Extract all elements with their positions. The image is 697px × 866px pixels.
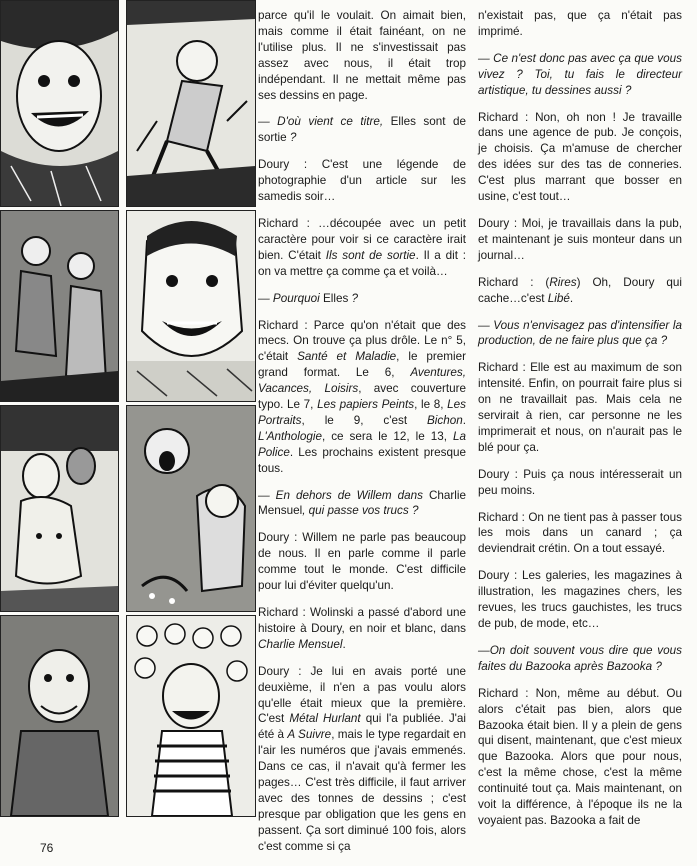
- italic-text-run: Les papiers Peints: [317, 398, 415, 412]
- italic-text-run: — Pourquoi: [258, 291, 323, 305]
- paragraph: [478, 216, 682, 264]
- illustration-screaming-faces: [126, 405, 256, 612]
- text-run: , avec couverture typo. Le 7,: [258, 382, 466, 412]
- text-run: Doury : C'est une légende de photographie d'un article sur les samedis soir…: [258, 158, 466, 204]
- illustration-skulls: [126, 615, 256, 817]
- italic-text-run: — En dehors de Willem dans: [258, 488, 429, 502]
- italic-text-run: Ils sont de sortie: [325, 248, 416, 262]
- paragraph: [258, 605, 466, 653]
- page-number: 76: [40, 841, 54, 855]
- paragraph: [478, 568, 682, 632]
- paragraph: [478, 360, 682, 455]
- paragraph: [258, 157, 466, 205]
- text-run: Richard : Wolinski a passé d'abord une histoire à Doury, en noir et blanc, dans: [258, 606, 466, 635]
- paragraph: [258, 291, 466, 307]
- text-run: Elles sont de sortie: [258, 115, 467, 145]
- illustration-figure-falling: [126, 0, 256, 207]
- text-run: Doury : Les galeries, les magazines à illustration, les magazines chers, les revues, les trucs gauchistes, les trucs de pub, de mode, etc…: [478, 569, 682, 630]
- old-man-drawing: [1, 616, 118, 816]
- text-run: Doury : Je lui en avais porté une deuxième, il n'en a pas voulu alors qu'elle était mieux que la première. C'est: [258, 664, 466, 726]
- italic-text-run: Bichon: [427, 413, 463, 427]
- dancers-drawing: [1, 406, 118, 611]
- text-run: n'existait pas, que ça n'était pas imprimé.: [478, 9, 682, 38]
- text-run: Richard : Non, même au début. Ou alors c'était pas bien, alors que Bazooka était bien. Il y a plein de gens qui disent, maintenant, que c'est mieux que Bazooka. Alors que pour nous, c'est la même chose, c'est la même continuité tout ça. Mais maintenant, on voit la différence, à l'époque ils ne la voyaient pas. Bazooka a fait de: [478, 686, 682, 827]
- italic-text-run: — Ce n'est donc pas avec ça que vous vivez ? Toi, tu fais le directeur artistique, tu dessines aussi ?: [478, 51, 682, 97]
- italic-text-run: Charlie Mensuel: [258, 637, 343, 651]
- illustration-big-face: [126, 210, 256, 402]
- crowd-top-left-drawing: [1, 211, 118, 401]
- text-run: Elles: [322, 291, 349, 305]
- italic-text-run: — D'où vient ce titre,: [258, 115, 391, 129]
- text-run: Richard : (: [478, 275, 550, 289]
- text-column-left: [258, 8, 466, 866]
- text-run: , le 9, c'est: [301, 413, 427, 427]
- italic-text-run: L'Anthologie: [258, 429, 322, 443]
- text-run: , le premier grand format. Le 6,: [258, 350, 466, 380]
- paragraph: [478, 51, 682, 99]
- text-run: ) Oh, Doury qui cache…c'est: [478, 275, 682, 305]
- big-face-drawing: [127, 211, 255, 401]
- text-column-right: [478, 8, 682, 840]
- paragraph: [258, 318, 466, 477]
- italic-text-run: ?: [286, 131, 297, 145]
- illustration-dancers: [0, 405, 119, 612]
- text-run: .: [342, 637, 346, 651]
- paragraph: [478, 686, 682, 829]
- text-run: Richard : Parce qu'on n'était que des mecs. On trouve ça plus drôle. Le n° 5, c'était: [258, 318, 466, 364]
- paragraph: [478, 8, 682, 40]
- text-run: . Il a dit : on va mettre ça comme ça et voilà…: [258, 248, 467, 278]
- paragraph: [478, 275, 682, 307]
- grinning-face-drawing: [1, 1, 118, 206]
- text-run: .: [569, 291, 574, 305]
- italic-text-run: ?: [348, 291, 359, 305]
- italic-text-run: , qui passe vos trucs ?: [302, 504, 419, 518]
- text-run: Doury : Willem ne parle pas beaucoup de nous. Il en parle comme il parle comme tout le monde. C'est difficile pour lui d'éviter quelqu'un.: [258, 531, 466, 593]
- paragraph: [478, 110, 682, 205]
- italic-text-run: — Vous n'envisagez pas d'intensifier la production, de ne faire plus que ça ?: [478, 318, 682, 348]
- skulls-drawing: [127, 616, 255, 816]
- italic-text-run: Aventures, Vacances, Loisirs: [258, 366, 466, 396]
- italic-text-run: Les Portraits: [258, 398, 466, 427]
- italic-text-run: —On doit souvent vous dire que vous faites du Bazooka après Bazooka ?: [478, 643, 682, 673]
- paragraph: [258, 488, 466, 520]
- text-run: Charlie Mensuel: [258, 488, 466, 518]
- paragraph: [478, 510, 682, 558]
- italic-text-run: La Police: [258, 429, 466, 459]
- text-run: Richard : …découpée avec un petit caractère pour voir si ce caractère irait bien. C'était: [258, 216, 466, 262]
- illustration-crowd-top-left: [0, 210, 119, 402]
- italic-text-run: Rires: [549, 275, 577, 289]
- italic-text-run: A Suivre: [287, 728, 332, 742]
- paragraph: [478, 643, 682, 675]
- paragraph: [258, 530, 466, 594]
- text-run: Doury : Moi, je travaillais dans la pub, et maintenant je suis monteur dans un journal…: [478, 216, 682, 262]
- italic-text-run: Métal Hurlant: [289, 712, 361, 726]
- text-run: .: [462, 413, 466, 427]
- italic-text-run: Santé et Maladie: [297, 350, 397, 364]
- text-run: Richard : On ne tient pas à passer tous les mois dans un canard ; ça deviendrait crétin. On a tout essayé.: [478, 510, 682, 556]
- paragraph: [258, 664, 466, 855]
- illustration-grinning-face: [0, 0, 119, 207]
- text-run: Richard : Elle est au maximum de son intensité. Enfin, on pourrait faire plus si on ne travaillait pas. Mais cela ne servirait à rien, car personne ne les imprimerait et nous, on n'aurait pas le blé pour ça.: [478, 361, 682, 454]
- text-run: Richard : Non, oh non ! Je travaille dans une agence de pub. Je conçois, je choisis. Ça m'amuse de chercher des idées sur des tas de conneries. C'est plus marrant que bosser en usine, c'est tout…: [478, 110, 682, 204]
- italic-text-run: Libé: [547, 291, 570, 305]
- paragraph: [258, 216, 466, 280]
- text-run: , mais le type regardait en l'air les numéros que j'avais emmenés. Dans ce cas, il n'avait qu'à fermer les pages… C'est très difficile, il faut arriver avec des tonnes de dessins ; c'est presque par obligation que les gens en passent. Ça sort diminué 100 fois, alors c'est comme si ça: [258, 728, 466, 853]
- text-run: . Les prochains existent presque tous.: [258, 445, 466, 475]
- text-run: , ce sera le 12, le 13,: [321, 429, 453, 443]
- figure-falling-drawing: [127, 1, 255, 206]
- text-run: , le 8,: [414, 398, 448, 412]
- text-run: Doury : Puis ça nous intéresserait un peu moins.: [478, 467, 682, 497]
- screaming-faces-drawing: [127, 406, 255, 611]
- text-run: qui l'a publiée. J'ai été à: [258, 712, 466, 742]
- paragraph: [478, 318, 682, 350]
- paragraph: [478, 467, 682, 499]
- paragraph: [258, 8, 466, 103]
- paragraph: [258, 114, 466, 146]
- illustration-old-man: [0, 615, 119, 817]
- text-run: parce qu'il le voulait. On aimait bien, mais comme il était fainéant, on ne l'utilise plus. Il ne s'investissait pas assez avec nous, il était trop indépendant. Il ne mettait même pas ses dessins en page.: [258, 9, 466, 102]
